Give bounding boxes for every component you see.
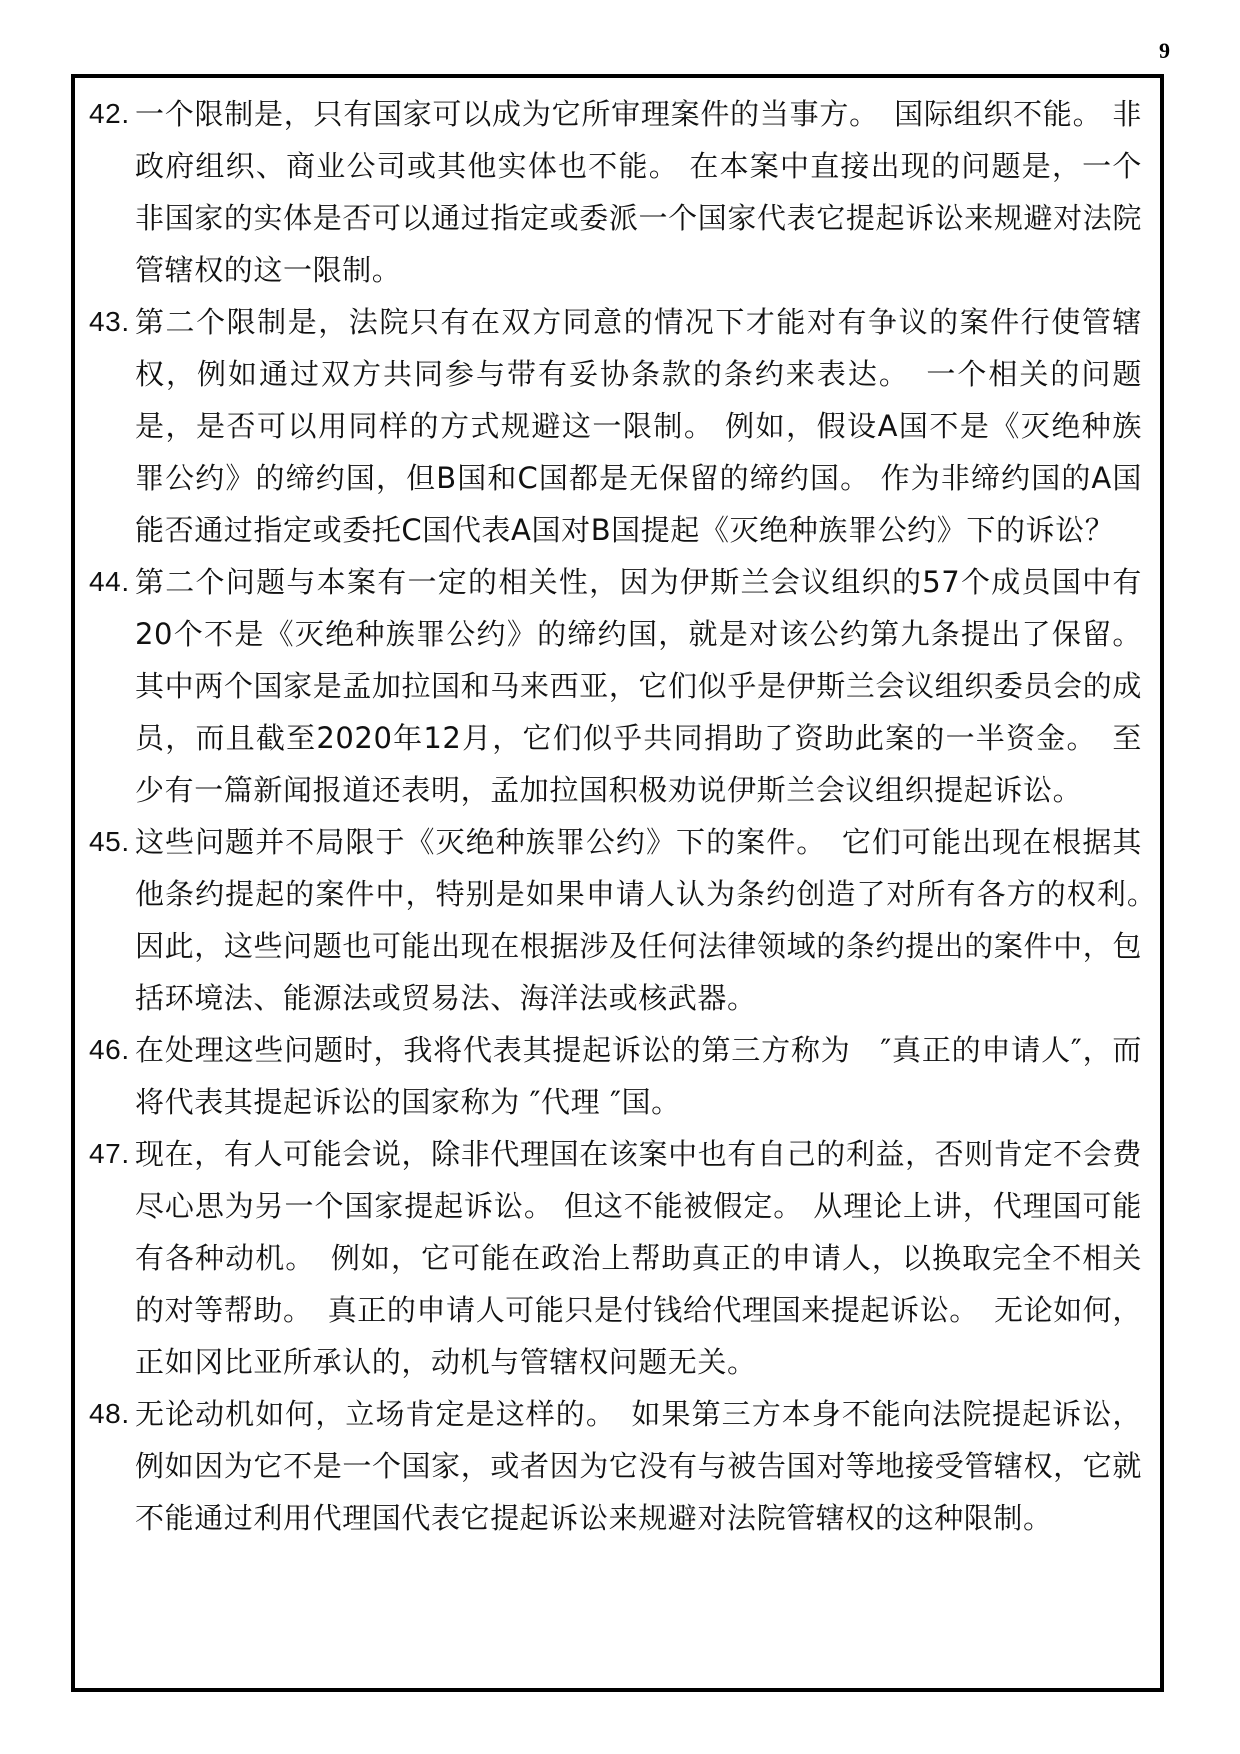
paragraph-text: 第二个限制是，法院只有在双方同意的情况下才能对有争议的案件行使管辖权，例如通过双方共同参与带有妥协条款的条约来表达。 一个相关的问题是，是否可以用同样的方式规避这一限制。 例如，假设A国不是《灭绝种族罪公约》的缔约国，但B国和C国都是无保留的缔约国。 作为非缔约国的A国能否通过指定或委托C国代表A国对B国提起《灭绝种族罪公约》下的诉讼？ [135,305,1142,547]
paragraph-44 [89,556,1142,816]
paragraph-number: 46. [89,1034,130,1065]
paragraph-number: 43. [89,306,130,337]
paragraph-43 [89,296,1142,556]
page-number: 9 [1159,38,1170,63]
paragraph-47 [89,1128,1142,1388]
text-frame [71,74,1172,1692]
paragraph-number: 47. [89,1138,130,1169]
paragraph-42 [89,88,1142,296]
paragraph-number: 45. [89,826,130,857]
paragraph-45 [89,816,1172,1024]
paragraph-text: 一个限制是，只有国家可以成为它所审理案件的当事方。 国际组织不能。 非政府组织、商业公司或其他实体也不能。 在本案中直接出现的问题是，一个非国家的实体是否可以通过指定或委派一个国家代表它提起诉讼来规避对法院管辖权的这一限制。 [135,97,1142,287]
paragraph-text: 第二个问题与本案有一定的相关性，因为伊斯兰会议组织的57个成员国中有20个不是《灭绝种族罪公约》的缔约国，就是对该公约第九条提出了保留。其中两个国家是孟加拉国和马来西亚，它们似乎是伊斯兰会议组织委员会的成员，而且截至2020年12月，它们似乎共同捐助了资助此案的一半资金。 至少有一篇新闻报道还表明，孟加拉国积极劝说伊斯兰会议组织提起诉讼。 [135,565,1142,807]
paragraph-46 [89,1024,1142,1128]
paragraph-number: 48. [89,1398,130,1429]
paragraph-text: 无论动机如何，立场肯定是这样的。 如果第三方本身不能向法院提起诉讼，例如因为它不是一个国家，或者因为它没有与被告国对等地接受管辖权，它就不能通过利用代理国代表它提起诉讼来规避对法院管辖权的这种限制。 [135,1397,1142,1535]
paragraph-text: 在处理这些问题时，我将代表其提起诉讼的第三方称为 ″真正的申请人″，而将代表其提起诉讼的国家称为 ″代理 ″国。 [135,1033,1142,1119]
paragraph-text: 这些问题并不局限于《灭绝种族罪公约》下的案件。 它们可能出现在根据其他条约提起的案件中，特别是如果申请人认为条约创造了对所有各方的权利。 因此，这些问题也可能出现在根据涉及任何法律领域的条约提出的案件中，包括环境法、能源法或贸易法、海洋法或核武器。 [135,825,1172,1015]
paragraph-number: 44. [89,566,130,597]
paragraph-number: 42. [89,98,130,129]
paragraph-48 [89,1388,1142,1544]
paragraph-text: 现在，有人可能会说，除非代理国在该案中也有自己的利益，否则肯定不会费尽心思为另一个国家提起诉讼。 但这不能被假定。 从理论上讲，代理国可能有各种动机。 例如，它可能在政治上帮助真正的申请人，以换取完全不相关的对等帮助。 真正的申请人可能只是付钱给代理国来提起诉讼。 无论如何，正如冈比亚所承认的，动机与管辖权问题无关。 [135,1137,1143,1379]
